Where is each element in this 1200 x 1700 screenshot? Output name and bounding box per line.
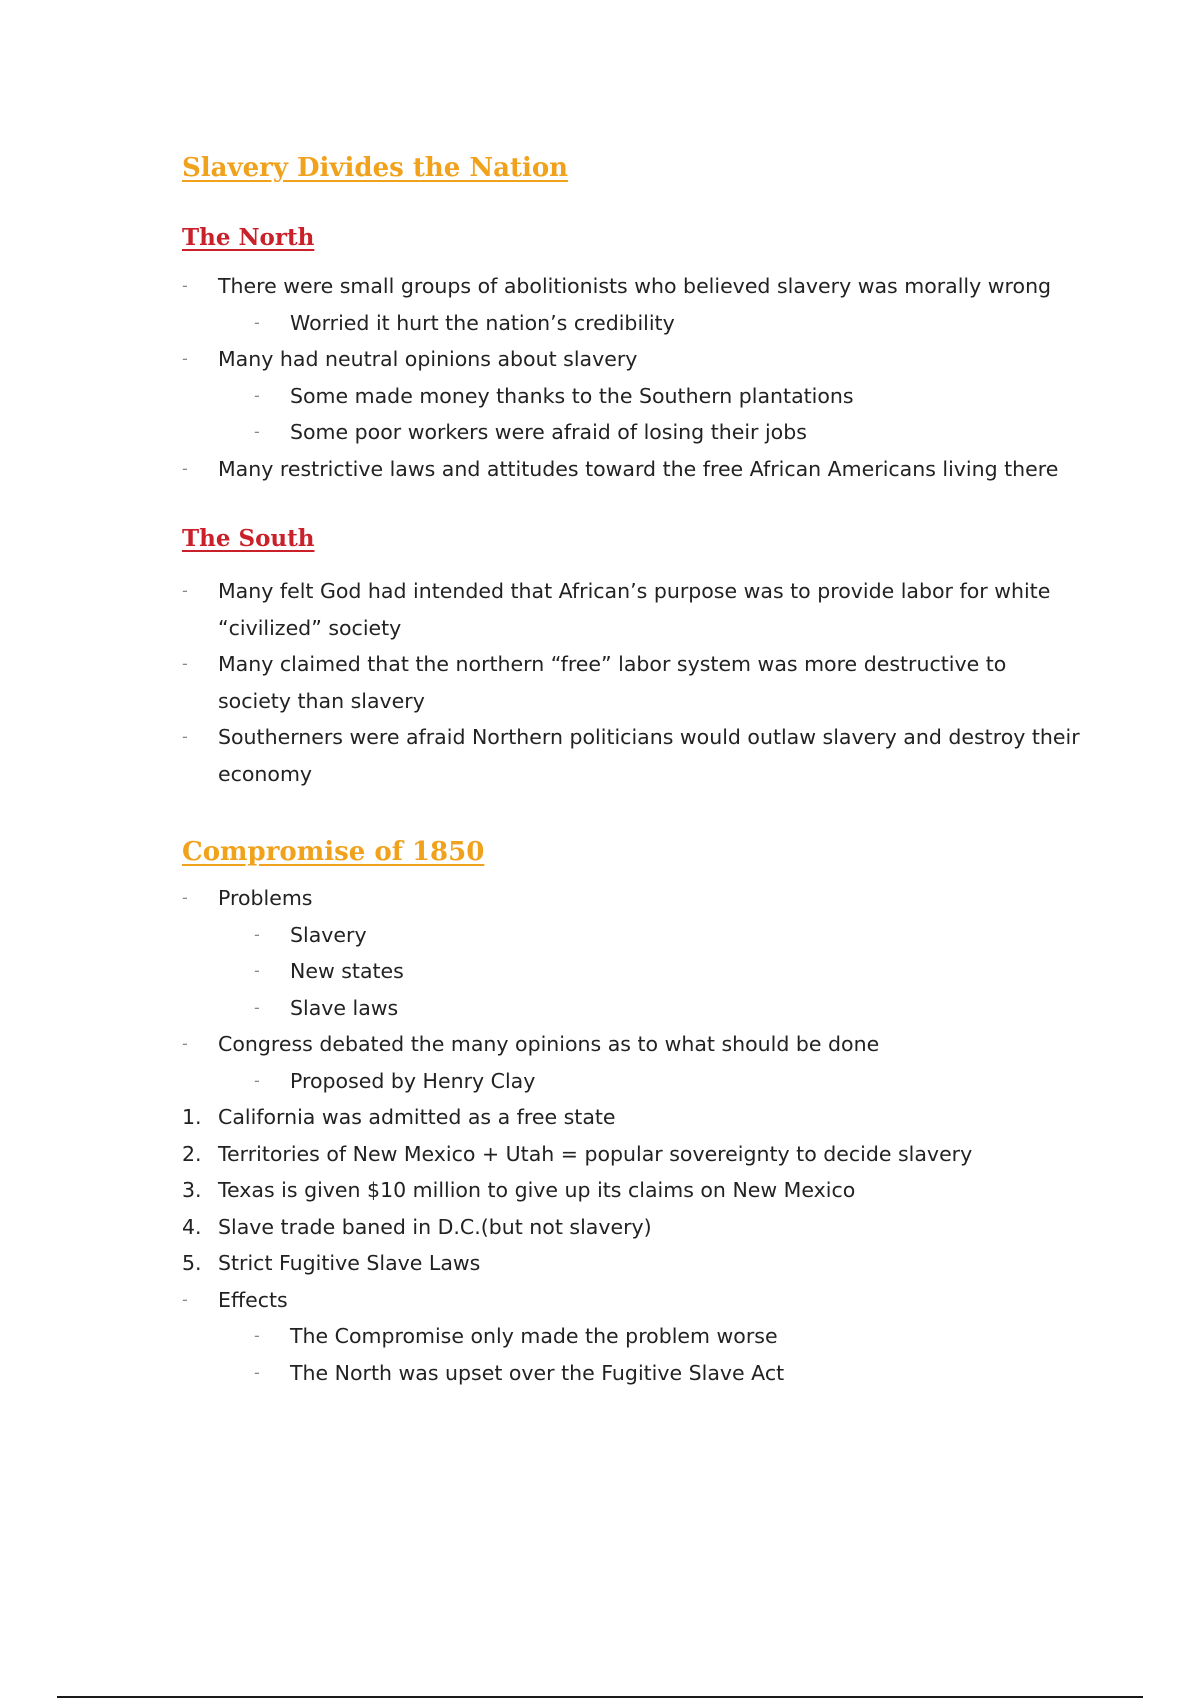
numbered-item <box>182 1245 1082 1282</box>
list-item <box>182 719 1082 792</box>
list-item-text: Many claimed that the northern “free” labor system was more destructive to society than slavery <box>218 652 1007 713</box>
bullet-dash-icon: - <box>182 349 188 368</box>
bullet-dash-icon: - <box>182 727 188 746</box>
list-item-text: New states <box>290 959 404 983</box>
bullet-dash-icon: - <box>254 312 260 332</box>
list-item <box>182 414 1082 451</box>
list-item-text: California was admitted as a free state <box>218 1105 616 1129</box>
list-number: 5. <box>182 1251 202 1275</box>
list-item <box>182 953 1082 990</box>
section-heading-north: The North <box>182 224 315 251</box>
list-item <box>182 341 1082 378</box>
list-item-text: Southerners were afraid Northern politicians would outlaw slavery and destroy their economy <box>218 725 1080 786</box>
bullet-dash-icon: - <box>182 458 188 478</box>
list-item-text: Slavery <box>290 922 367 947</box>
list-item-text: Many had neutral opinions about slavery <box>218 347 638 371</box>
numbered-item <box>182 1172 1082 1209</box>
bullet-dash-icon: - <box>182 1289 188 1309</box>
list-item <box>182 573 1082 646</box>
list-item <box>182 1355 1082 1392</box>
list-item-text: Some poor workers were afraid of losing their jobs <box>290 420 807 444</box>
list-item-text: The Compromise only made the problem worse <box>290 1324 778 1348</box>
list-item-text: The North was upset over the Fugitive Slave Act <box>290 1360 785 1385</box>
list-item-text: Problems <box>218 886 313 910</box>
list-item-text: Some made money thanks to the Southern plantations <box>290 383 854 408</box>
list-item-text: Worried it hurt the nation’s credibility <box>290 310 675 335</box>
list-number: 4. <box>182 1214 202 1239</box>
south-list <box>182 573 1082 792</box>
bullet-dash-icon: - <box>254 997 260 1017</box>
bullet-dash-icon: - <box>254 422 260 441</box>
bullet-dash-icon: - <box>182 888 188 907</box>
bullet-dash-icon: - <box>254 385 260 405</box>
bullet-dash-icon: - <box>254 961 260 980</box>
section-heading-south: The South <box>182 525 315 552</box>
list-item-text: Effects <box>218 1287 288 1312</box>
list-item-text: Congress debated the many opinions as to what should be done <box>218 1032 880 1056</box>
list-item <box>182 990 1082 1027</box>
list-item <box>182 268 1082 305</box>
page-title: Slavery Divides the Nation <box>182 153 569 183</box>
bullet-dash-icon: - <box>254 1326 260 1345</box>
list-item <box>182 305 1082 342</box>
list-item-text: Many restrictive laws and attitudes toward the free African Americans living there <box>218 456 1059 481</box>
north-list <box>182 268 1082 487</box>
list-item <box>182 646 1082 719</box>
list-item <box>182 880 1082 917</box>
list-number: 2. <box>182 1141 202 1166</box>
list-item <box>182 1026 1082 1063</box>
list-item-text: There were small groups of abolitionists who believed slavery was morally wrong <box>218 274 1052 298</box>
numbered-item <box>182 1209 1082 1246</box>
document-content <box>182 148 1082 1391</box>
list-item-text: Proposed by Henry Clay <box>290 1068 536 1093</box>
bullet-dash-icon: - <box>254 1070 260 1090</box>
bullet-dash-icon: - <box>254 924 260 944</box>
section-heading-compromise: Compromise of 1850 <box>182 837 485 867</box>
list-item-text: Slave laws <box>290 995 399 1020</box>
list-item <box>182 378 1082 415</box>
bullet-dash-icon: - <box>254 1362 260 1382</box>
list-item <box>182 1282 1082 1319</box>
list-item <box>182 451 1082 488</box>
bullet-dash-icon: - <box>182 276 188 295</box>
list-number: 3. <box>182 1178 202 1202</box>
compromise-list <box>182 880 1082 1391</box>
bullet-dash-icon: - <box>182 1034 188 1053</box>
list-item <box>182 1063 1082 1100</box>
list-number: 1. <box>182 1105 202 1129</box>
list-item-text: Strict Fugitive Slave Laws <box>218 1251 481 1275</box>
list-item-text: Slave trade baned in D.C.(but not slavery) <box>218 1214 652 1239</box>
list-item <box>182 1318 1082 1355</box>
footer-divider <box>57 1696 1143 1698</box>
list-item-text: Texas is given $10 million to give up its claims on New Mexico <box>218 1178 856 1202</box>
numbered-item <box>182 1136 1082 1173</box>
list-item <box>182 917 1082 954</box>
list-item-text: Many felt God had intended that African’s purpose was to provide labor for white “civilized” society <box>218 579 1051 640</box>
list-item-text: Territories of New Mexico + Utah = popular sovereignty to decide slavery <box>218 1141 973 1166</box>
bullet-dash-icon: - <box>182 581 188 600</box>
bullet-dash-icon: - <box>182 654 188 673</box>
numbered-item <box>182 1099 1082 1136</box>
